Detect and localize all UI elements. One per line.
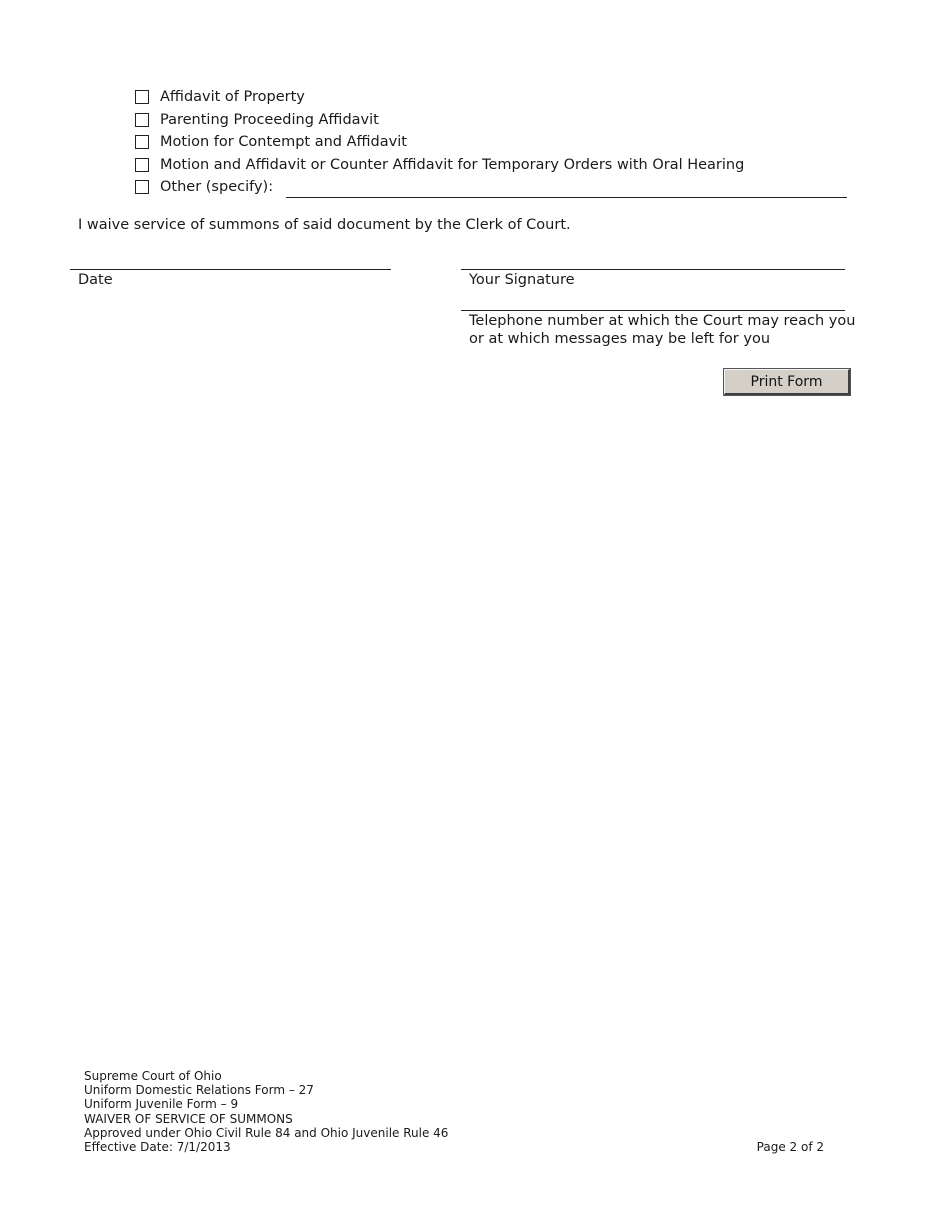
- waiver-statement: I waive service of summons of said document by the Clerk of Court.: [78, 217, 571, 233]
- form-footer: [84, 1069, 448, 1154]
- motion-for-contempt-checkbox[interactable]: [135, 135, 149, 149]
- checklist-item-other: [135, 176, 847, 199]
- checklist-item-motion-for-contempt: [135, 131, 847, 154]
- telephone-field[interactable]: [461, 310, 845, 311]
- checklist-item-label: Motion and Affidavit or Counter Affidavit for Temporary Orders with Oral Hearing: [160, 156, 745, 173]
- footer-form-dr: Uniform Domestic Relations Form – 27: [84, 1083, 314, 1098]
- telephone-label-line-2: or at which messages may be left for you: [469, 331, 771, 347]
- footer-court: Supreme Court of Ohio: [84, 1069, 222, 1083]
- parenting-proceeding-checkbox[interactable]: [135, 113, 149, 127]
- other-specify-field[interactable]: [286, 179, 847, 198]
- date-label: Date: [78, 272, 113, 288]
- checklist-item-affidavit-of-property: [135, 86, 847, 109]
- affidavit-of-property-checkbox[interactable]: [135, 90, 149, 104]
- footer-form-juvenile: Uniform Juvenile Form – 9: [84, 1097, 239, 1112]
- signature-label: Your Signature: [469, 272, 575, 288]
- temporary-orders-checkbox[interactable]: [135, 158, 149, 172]
- footer-effective-date: Effective Date: 7/1/2013: [84, 1140, 231, 1155]
- date-field[interactable]: [70, 269, 391, 270]
- checklist-item-temporary-orders: [135, 154, 847, 177]
- checklist-item-label: Affidavit of Property: [160, 89, 305, 106]
- telephone-label: [469, 312, 855, 348]
- footer-approval: Approved under Ohio Civil Rule 84 and Ohio Juvenile Rule 46: [84, 1125, 449, 1140]
- print-form-button[interactable]: Print Form: [724, 369, 850, 395]
- page-number: Page 2 of 2: [756, 1140, 824, 1154]
- signature-field[interactable]: [461, 269, 845, 270]
- checklist-item-label: Other (specify):: [160, 179, 274, 196]
- document-checklist: [135, 86, 847, 199]
- checklist-item-label: Parenting Proceeding Affidavit: [160, 111, 379, 128]
- other-checkbox[interactable]: [135, 180, 149, 194]
- telephone-label-line-1: Telephone number at which the Court may reach you: [469, 313, 856, 329]
- checklist-item-label: Motion for Contempt and Affidavit: [160, 134, 407, 151]
- footer-form-title: WAIVER OF SERVICE OF SUMMONS: [84, 1111, 293, 1126]
- checklist-item-parenting-proceeding: [135, 109, 847, 132]
